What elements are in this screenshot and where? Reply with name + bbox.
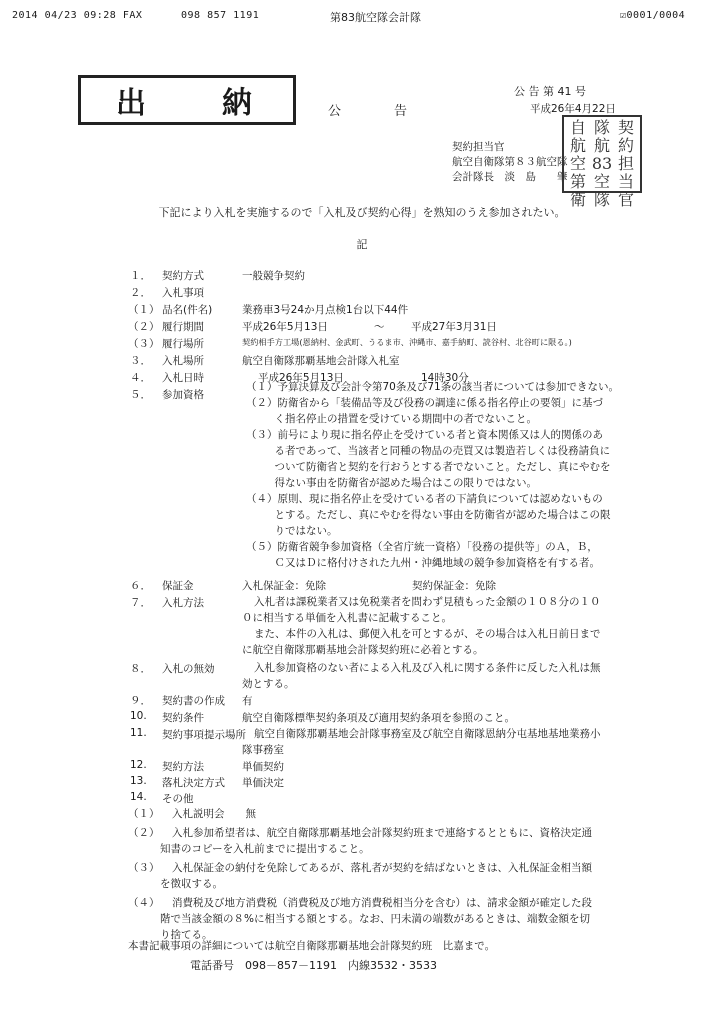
others-text: 入札説明会 無	[172, 808, 256, 820]
item-number: （３）	[128, 338, 160, 350]
qualification-line: く指名停止の措置を受けている期間中の者でないこと。	[264, 413, 537, 425]
item-label: 品名(件名)	[162, 304, 213, 316]
fax-page-count: ☑0001/0004	[620, 10, 686, 21]
qualification-line: とする。ただし、真にやむを得ない事由を防衛省が認めた場合はこの限	[264, 509, 611, 521]
stamp-char-left: 出	[116, 86, 152, 121]
others-line	[0, 876, 724, 892]
intro-text: 下記により入札を実施するので「入札及び契約心得」を熟知のうえ参加されたい。	[158, 206, 566, 219]
period-start: 平成26年5月13日	[242, 321, 328, 333]
others-line	[0, 860, 724, 876]
qualification-line: （３）前号により現に指名停止を受けている者と資本関係又は人的関係のあ	[246, 429, 603, 441]
qualification-line: （５）防衛省競争参加資格（全省庁統一資格）「役務の提供等」のＡ，Ｂ，	[246, 541, 598, 553]
others-number: （１）	[128, 808, 160, 820]
others-text: 知書のコピーを入札前までに提出すること。	[160, 843, 370, 855]
text-line: 航空自衛隊那覇基地会計隊事務室及び航空自衛隊恩納分屯基地基地業務小	[254, 728, 601, 740]
item-contract-document	[0, 693, 724, 710]
text-line: 隊事務室	[242, 744, 284, 756]
qualification-line: Ｃ又はＤに格付けされた九州・沖縄地域の競争参加資格を有する者。	[264, 557, 600, 569]
display-place-text	[242, 726, 601, 758]
seal-char: 契	[617, 118, 634, 137]
item-bid-matters	[0, 285, 724, 302]
issuer-org: 航空自衛隊第８３航空隊	[452, 156, 568, 168]
others-number: （２）	[128, 827, 160, 839]
seal-char: 約	[617, 136, 634, 155]
item-performance-period	[0, 319, 724, 336]
text-line: ０に相当する単価を入札書に記載すること。	[242, 612, 452, 624]
official-seal	[562, 115, 642, 209]
issuer-role: 契約担当官	[452, 141, 505, 153]
suitou-stamp	[78, 75, 296, 125]
bid-date: 平成26年5月13日	[258, 372, 344, 384]
others-line	[0, 806, 724, 822]
others-text: 入札参加希望者は、航空自衛隊那覇基地会計隊契約班まで連絡するとともに、資格決定通	[172, 827, 592, 839]
item-label: 入札場所	[162, 355, 204, 367]
text-line: また、本件の入札は、郵便入札を可とするが、その場合は入札日前日まで	[254, 628, 601, 640]
item-label: 契約書の作成	[162, 695, 225, 707]
others-text: り捨てる。	[160, 929, 213, 941]
seal-char: 航	[569, 136, 586, 155]
phone-number: 電話番号 098－857－1191 内線3532・3533	[190, 959, 437, 972]
item-value: 契約相手方工場(恩納村、金武町、うるま市、沖縄市、嘉手納町、読谷村、北谷町に限る。)	[242, 337, 572, 347]
text-line: 効とする。	[242, 678, 295, 690]
qualification-line: （１）予算決算及び会計令第70条及び71条の該当者については参加できない。	[246, 381, 620, 393]
qualification-line: （２）防衛省から「装備品等及び役務の調達に係る指名停止の要領」に基づ	[246, 397, 603, 409]
item-number: 11.	[130, 727, 147, 739]
seal-char: 隊	[593, 118, 610, 137]
item-label: 保証金	[162, 580, 194, 592]
item-number: 13.	[130, 775, 147, 787]
item-label: 契約方法	[162, 761, 204, 773]
text-line: 入札参加資格のない者による入札及び入札に関する条件に反した入札は無	[254, 662, 601, 674]
item-number: ４．	[130, 372, 151, 384]
qualification-line: りではない。	[264, 525, 338, 537]
fax-datetime: 2014 04/23 09:28 FAX	[12, 10, 143, 21]
item-number: （２）	[128, 321, 160, 333]
others-number: （４）	[128, 897, 160, 909]
seal-char: 担	[617, 154, 634, 173]
issuer-name: 会計隊長 淡 島 肇	[452, 171, 568, 183]
fax-number: 098 857 1191	[181, 10, 260, 21]
item-label: 落札決定方式	[162, 777, 225, 789]
item-number: 14.	[130, 791, 147, 803]
item-contract-type	[0, 268, 724, 285]
seal-char: 83	[591, 154, 613, 173]
item-value: 航空自衛隊那覇基地会計隊入札室	[242, 355, 400, 367]
item-number: ９．	[130, 695, 151, 707]
others-list	[0, 806, 724, 946]
item-number: １．	[130, 270, 151, 282]
item-bid-location	[0, 353, 724, 370]
notice-number: 公 告 第 41 号	[514, 85, 586, 98]
document-type-title: 公 告	[328, 104, 428, 119]
item-label: 参加資格	[162, 389, 204, 401]
item-product-name	[0, 302, 724, 319]
seal-char: 航	[593, 136, 610, 155]
item-label: 契約条件	[162, 712, 204, 724]
others-text: を徴収する。	[160, 878, 223, 890]
others-text: 入札保証金の納付を免除してあるが、落札者が契約を結ばないときは、入札保証金相当額	[172, 862, 592, 874]
contract-deposit: 契約保証金：免除	[412, 580, 496, 592]
item-label: 入札方法	[162, 597, 204, 609]
stamp-char-right: 納	[222, 86, 258, 121]
item-number: ６．	[130, 580, 151, 592]
item-performance-place	[0, 336, 724, 353]
qualification-line: る者であって、当該者と同種の物品の売買又は製造若しくは役務請負に	[264, 445, 611, 457]
item-number: 12.	[130, 759, 147, 771]
seal-char: 隊	[593, 190, 610, 209]
item-label: 入札日時	[162, 372, 204, 384]
seal-char: 空	[569, 154, 586, 173]
qualification-line: ついて防衛省と契約を行おうとする者でないこと。ただし、真にやむを	[264, 461, 611, 473]
text-line: 入札者は課税業者又は免税業者を問わず見積もった金額の１０８分の１０	[254, 596, 601, 608]
qualification-line: （４）原則、現に指名停止を受けている者の下請負については認めないもの	[246, 493, 603, 505]
seal-char: 自	[569, 118, 586, 137]
item-label: 入札事項	[162, 287, 204, 299]
item-value: 業務車3号24か月点検1台以下44件	[242, 304, 409, 316]
item-number: ５．	[130, 389, 151, 401]
item-label: 入札の無効	[162, 663, 215, 675]
item-number: ８．	[130, 663, 151, 675]
period-separator: ～	[374, 321, 385, 333]
fax-sender: 第83航空隊会計隊	[330, 11, 421, 24]
item-label: 履行場所	[162, 338, 204, 350]
others-line	[0, 895, 724, 911]
qualifications-list	[246, 379, 619, 571]
item-value: 単価決定	[242, 777, 284, 789]
others-text: 階で当該金額の８%に相当する額とする。なお、円未満の端数があるときは、端数金額を切	[160, 913, 590, 925]
others-line	[0, 825, 724, 841]
qualification-line: 得ない事由を防衛省が認めた場合はこの限りではない。	[264, 477, 537, 489]
item-contract-method	[0, 759, 724, 776]
seal-char: 官	[617, 190, 634, 209]
item-value: 一般競争契約	[242, 270, 305, 282]
item-label: 契約方式	[162, 270, 204, 282]
bid-deposit: 入札保証金：免除	[242, 580, 326, 592]
bid-method-text	[242, 594, 601, 658]
item-deposit	[0, 578, 724, 595]
text-line: に航空自衛隊那覇基地会計隊契約班に必着とする。	[242, 644, 484, 656]
item-number: ２．	[130, 287, 151, 299]
item-award-method	[0, 775, 724, 792]
others-line	[0, 911, 724, 927]
invalid-bid-text	[242, 660, 601, 692]
item-label: その他	[162, 793, 194, 805]
others-line	[0, 841, 724, 857]
item-number: ３．	[130, 355, 151, 367]
item-contract-conditions	[0, 710, 724, 727]
item-number: （１）	[128, 304, 160, 316]
others-text: 消費税及び地方消費税（消費税及び地方消費税相当分を含む）は、請求金額が確定した段	[172, 897, 592, 909]
seal-char: 衛	[569, 190, 586, 209]
item-label: 契約事項提示場所	[162, 729, 246, 741]
item-number: 10.	[130, 710, 147, 722]
ki-heading: 記	[356, 238, 368, 251]
notice-date: 平成26年4月22日	[530, 103, 616, 115]
inquiry-text: 本書記載事項の詳細については航空自衛隊那覇基地会計隊契約班 比嘉まで。	[128, 940, 496, 952]
item-value: 有	[242, 695, 253, 707]
item-value: 航空自衛隊標準契約条項及び適用契約条項を参照のこと。	[242, 712, 515, 724]
seal-char: 当	[617, 172, 634, 191]
others-number: （３）	[128, 862, 160, 874]
seal-char: 空	[593, 172, 610, 191]
bid-time: 14時30分	[421, 372, 469, 384]
period-end: 平成27年3月31日	[411, 321, 497, 333]
seal-char: 第	[569, 172, 586, 191]
item-number: ７．	[130, 597, 151, 609]
item-label: 履行期間	[162, 321, 204, 333]
item-value: 単価契約	[242, 761, 284, 773]
